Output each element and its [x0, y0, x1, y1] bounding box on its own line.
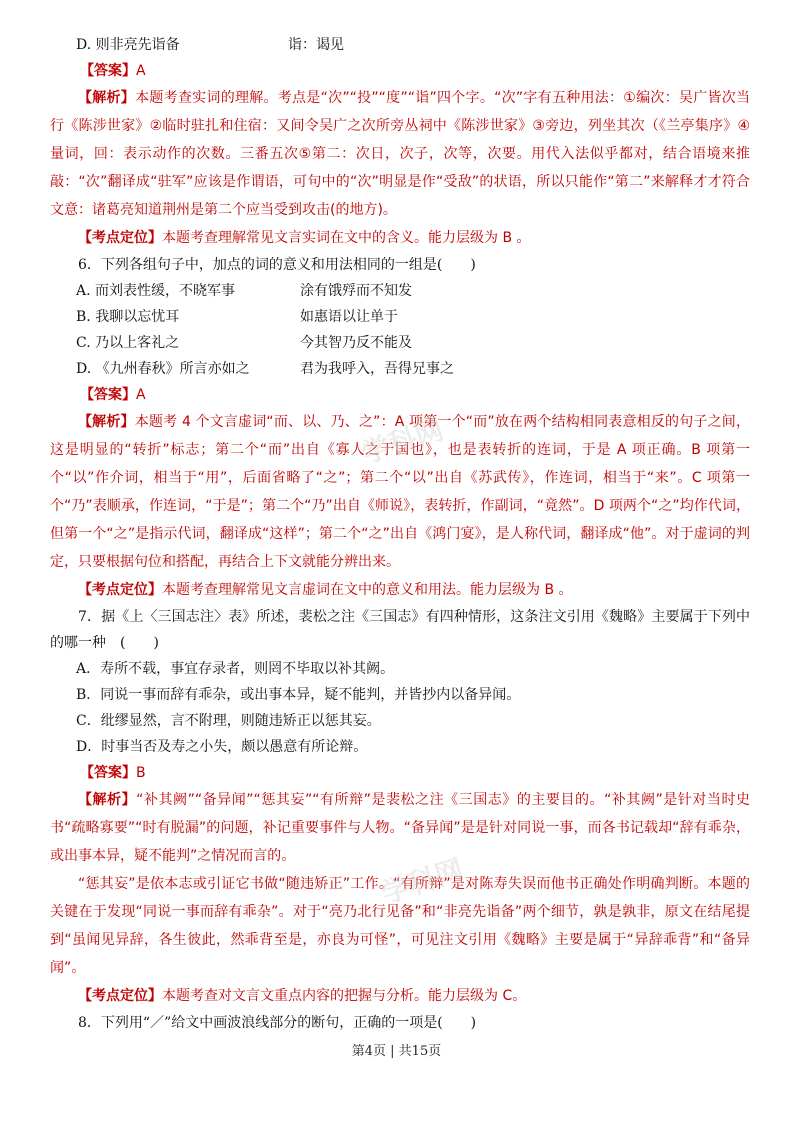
- document-page: [50, 32, 750, 1036]
- q6-option-b-left: B. 我聊以忘忧耳: [76, 309, 180, 325]
- q7-option-a-text: A．寿所不载，事宜存录者，则罔不毕取以补其阙。: [76, 661, 395, 677]
- analysis-label: 【解析】: [78, 792, 137, 808]
- q7-option-c: [50, 708, 750, 734]
- locate-label: 【考点定位】: [78, 230, 162, 246]
- q7-stem: 7．据《上〈三国志注〉表》所述，裴松之注《三国志》有四种情形，这条注文引用《魏略》主要属于下列中的哪一种 ( ): [50, 609, 750, 651]
- q6-option-d-left: D. 《九州春秋》所言亦如之: [76, 361, 250, 377]
- watermark-logo: 学科网: [357, 412, 448, 471]
- q6-stem: 6．下列各组句子中，加点的词的意义和用法相同的一组是( ): [78, 257, 476, 273]
- q6-option-b: [50, 304, 750, 330]
- q5-option-d: [50, 32, 750, 58]
- analysis-label: 【解析】: [78, 414, 135, 430]
- q5-locate: [50, 224, 750, 252]
- q7-option-a: [50, 656, 750, 682]
- q5-option-d-note: 诣：谒见: [288, 37, 344, 53]
- q7-analysis-1: [50, 786, 750, 870]
- locate-text: 本题考查理解常见文言虚词在文中的意义和用法。能力层级为 B 。: [162, 582, 573, 598]
- q5-answer: [50, 58, 750, 84]
- answer-value: B: [136, 765, 146, 781]
- q7-option-b: [50, 682, 750, 708]
- q6-option-b-right: 如惠语以让单于: [300, 309, 398, 325]
- analysis-text: “补其阙”“备异闻”“惩其妄”“有所辩”是裴松之注《三国志》的主要目的。“补其阙”是针对当时史书“疏略寡要”“时有脱漏”的问题，补记重要事件与人物。“备异闻”是是针对同说一事，而各书记载却“辞有乖杂，或出事本异，疑不能判”之情况而言的。: [50, 792, 751, 864]
- q7-answer: [50, 760, 750, 786]
- answer-label: 【答案】: [80, 63, 136, 79]
- watermark-logo: 学科网: [377, 852, 468, 911]
- answer-label: 【答案】: [80, 387, 136, 403]
- q5-analysis: [50, 84, 750, 224]
- q5-option-d-text: D. 则非亮先诣备: [76, 37, 180, 53]
- q6-option-a-right: 涂有饿殍而不知发: [300, 283, 412, 299]
- analysis-text: 本题考 4 个文言虚词“而、以、乃、之”：A 项第一个“而”放在两个结构相同表意相反的句子之间，这是明显的“转折”标志；第二个“而”出自《寡人之于国也》，也是表转折的连词，于是 A 项正确。B 项第一个“以”作介词，相当于“用”，后面省略了“之”；第二个“以”出自《苏武传》，作连词，相当于“来”。C 项第一个“乃”表顺承，作连词，“于是”；第二个“乃”出自《师说》，表转折，作副词，“竟然”。D 项两个“之”均作代词，但第一个“之”是指示代词，翻译成“这样”；第二个“之”出自《鸿门宴》，是人称代词，翻译成“他”。对于虚词的判定，只要根据句位和搭配，再结合上下文就能分辨出来。: [50, 414, 750, 570]
- locate-label: 【考点定位】: [78, 582, 162, 598]
- q6-option-c: [50, 330, 750, 356]
- q6-option-c-left: C. 乃以上客礼之: [76, 335, 180, 351]
- answer-value: A: [136, 63, 146, 79]
- q8-stem: 8．下列用“／”给文中画波浪线部分的断句，正确的一项是( ): [78, 1015, 477, 1031]
- locate-text: 本题考查理解常见文言实词在文中的含义。能力层级为 B 。: [162, 230, 531, 246]
- page-footer: 第4页 | 共15页: [351, 1044, 442, 1059]
- q6-locate: [50, 576, 750, 604]
- answer-value: A: [136, 387, 146, 403]
- analysis-label: 【解析】: [78, 90, 136, 106]
- q6-option-a-left: A. 而刘表性缓，不晓军事: [76, 283, 236, 299]
- q6-option-c-right: 今其智乃反不能及: [300, 335, 412, 351]
- q6-analysis: [50, 408, 750, 576]
- q7-option-b-text: B．同说一事而辞有乖杂，或出事本异，疑不能判，并皆抄内以备异闻。: [76, 687, 521, 703]
- q6-option-a: [50, 278, 750, 304]
- answer-label: 【答案】: [80, 765, 136, 781]
- locate-text: 本题考查对文言文重点内容的把握与分析。能力层级为 C。: [162, 988, 527, 1004]
- q7-option-d: [50, 734, 750, 760]
- analysis-text: 本题考查实词的理解。考点是“次”“投”“度”“诣”四个字。“次”字有五种用法：①编次：吴广皆次当行《陈涉世家》②临时驻扎和住宿：又间令吴广之次所旁丛祠中《陈涉世家》③旁边，列坐其次（《兰亭集序》④量词，回：表示动作的次数。三番五次⑤第二：次日，次子，次等，次要。用代入法似乎都对，结合语境来推敲：“次”翻译成“驻军”应该是作谓语，可句中的“次”明显是作“受敌”的状语，所以只能作“第二”来解释才才符合文意：诸葛亮知道荆州是第二个应当受到攻击(的地方)。: [50, 90, 751, 218]
- q6-option-d-right: 君为我呼入，吾得兄事之: [300, 361, 454, 377]
- q6-option-d: [50, 356, 750, 382]
- q7-analysis-2: “惩其妄”是依本志或引证它书做“随违矫正”工作。“有所辩”是对陈寿失误而他书正确处作明确判断。本题的关键在于发现“同说一事而辞有乖杂”。对于“亮乃北行见备”和“非亮先诣备”两个细节，孰是孰非，原文在结尾提到“虽闻见异辞，各生彼此，然乖背至是，亦良为可怪”，可见注文引用《魏略》主要是属于“异辞乖背”和“备异闻”。: [50, 876, 750, 976]
- q7-option-c-text: C．纰缪显然，言不附理，则随违矫正以惩其妄。: [76, 713, 381, 729]
- locate-label: 【考点定位】: [78, 988, 162, 1004]
- q7-locate: [50, 982, 750, 1010]
- q7-option-d-text: D．时事当否及寿之小失，颇以愚意有所论辩。: [76, 739, 368, 755]
- q6-answer: [50, 382, 750, 408]
